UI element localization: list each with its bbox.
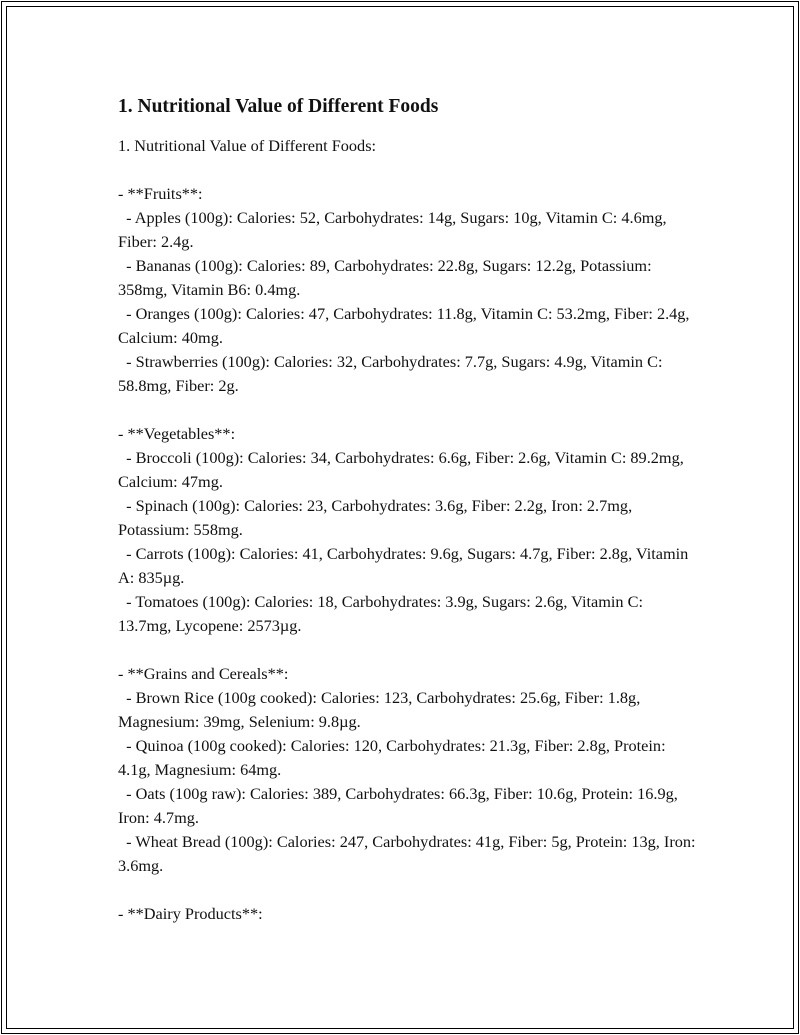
- section-heading: - **Vegetables**:: [118, 424, 236, 443]
- list-item: - Quinoa (100g cooked): Calories: 120, Carbohydrates: 21.3g, Fiber: 2.8g, Protein: 4.1g, Magnesium: 64mg.: [118, 736, 670, 779]
- list-item: - Oranges (100g): Calories: 47, Carbohydrates: 11.8g, Vitamin C: 53.2mg, Fiber: 2.4g, Calcium: 40mg.: [118, 304, 694, 347]
- list-item: - Apples (100g): Calories: 52, Carbohydrates: 14g, Sugars: 10g, Vitamin C: 4.6mg, Fiber: 2.4g.: [118, 208, 671, 251]
- list-item: - Spinach (100g): Calories: 23, Carbohydrates: 3.6g, Fiber: 2.2g, Iron: 2.7mg, Potassium: 558mg.: [118, 496, 637, 539]
- section-fruits: [118, 182, 698, 398]
- section-heading: - **Grains and Cereals**:: [118, 664, 289, 683]
- list-item: - Oats (100g raw): Calories: 389, Carbohydrates: 66.3g, Fiber: 10.6g, Protein: 16.9g, Iron: 4.7mg.: [118, 784, 682, 827]
- document-body: [118, 94, 698, 926]
- list-item: - Broccoli (100g): Calories: 34, Carbohydrates: 6.6g, Fiber: 2.6g, Vitamin C: 89.2mg, Calcium: 47mg.: [118, 448, 688, 491]
- list-item: - Strawberries (100g): Calories: 32, Carbohydrates: 7.7g, Sugars: 4.9g, Vitamin C: 58.8mg, Fiber: 2g.: [118, 352, 667, 395]
- section-dairy-products: [118, 902, 698, 926]
- section-heading: - **Fruits**:: [118, 184, 203, 203]
- list-item: - Brown Rice (100g cooked): Calories: 123, Carbohydrates: 25.6g, Fiber: 1.8g, Magnesium: 39mg, Selenium: 9.8µg.: [118, 688, 645, 731]
- intro-paragraph: 1. Nutritional Value of Different Foods:: [118, 136, 377, 155]
- page-title: 1. Nutritional Value of Different Foods: [118, 96, 439, 117]
- section-grains-and-cereals: [118, 662, 698, 878]
- list-item: - Bananas (100g): Calories: 89, Carbohydrates: 22.8g, Sugars: 12.2g, Potassium: 358mg, Vitamin B6: 0.4mg.: [118, 256, 656, 299]
- section-heading: - **Dairy Products**:: [118, 904, 263, 923]
- list-item: - Carrots (100g): Calories: 41, Carbohydrates: 9.6g, Sugars: 4.7g, Fiber: 2.8g, Vitamin A: 835µg.: [118, 544, 692, 587]
- list-item: - Tomatoes (100g): Calories: 18, Carbohydrates: 3.9g, Sugars: 2.6g, Vitamin C: 13.7mg, Lycopene: 2573µg.: [118, 592, 648, 635]
- list-item: - Wheat Bread (100g): Calories: 247, Carbohydrates: 41g, Fiber: 5g, Protein: 13g, Iron: 3.6mg.: [118, 832, 700, 875]
- section-vegetables: [118, 422, 698, 638]
